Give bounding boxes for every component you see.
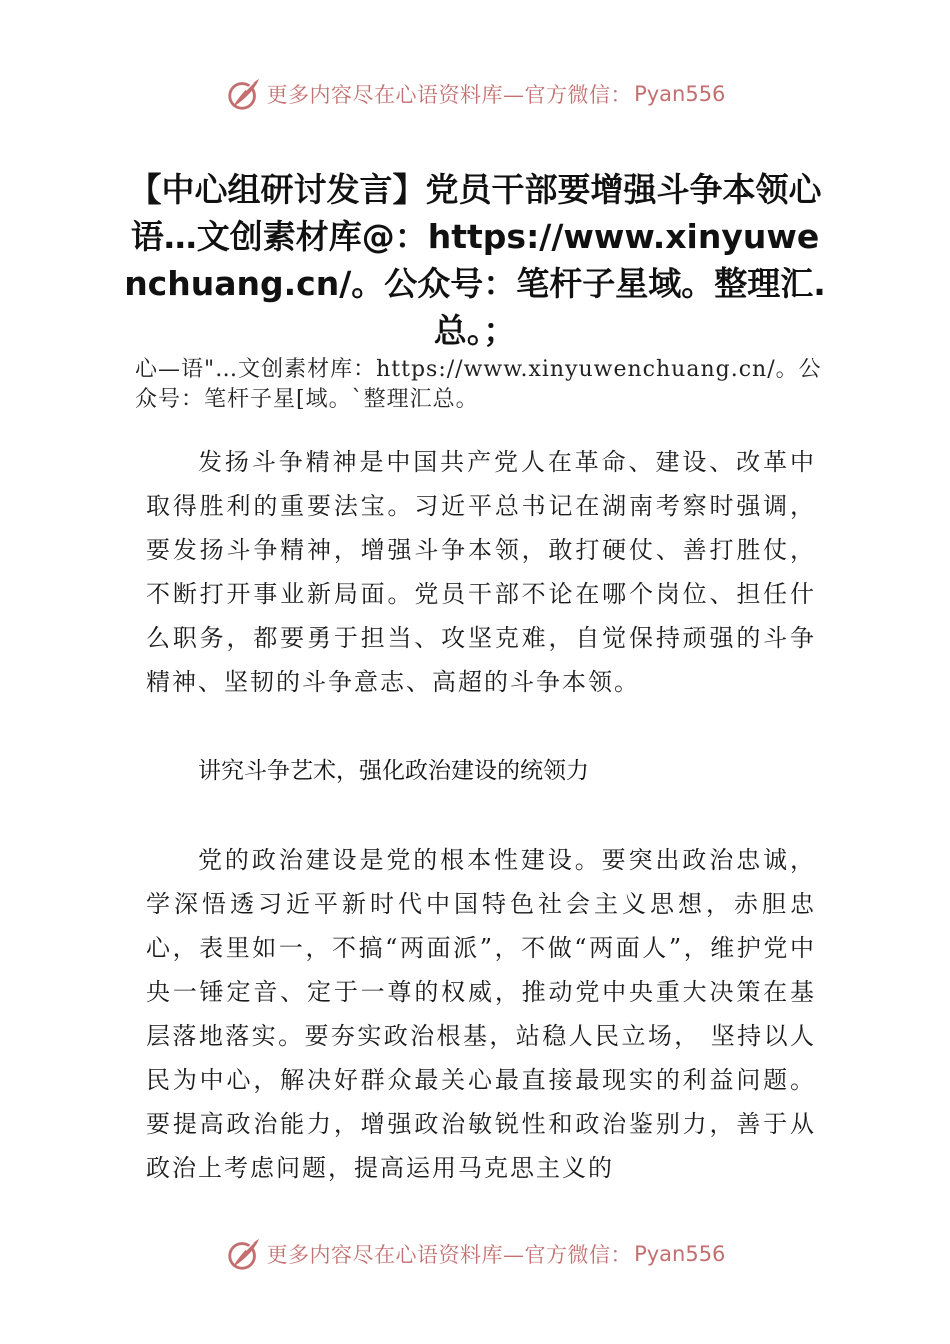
- header-banner-text: 更多内容尽在心语资料库—官方微信：: [266, 83, 633, 107]
- footer-banner-code: Pyan556: [634, 1242, 726, 1266]
- paragraph-2: 党的政治建设是党的根本性建设。要突出政治忠诚，学深悟透习近平新时代中国特色社会主义思想，赤胆忠心，表里如一，不搞“两面派”，不做“两面人”，维护党中央一锤定音、定于一尊的权威，推动党中央重大决策在基层落地落实。要夯实政治根基，站稳人民立场， 坚持以人民为中心，解决好群众最关心最直接最现实的利益问题。要提高政治能力，增强政治敏锐性和政治鉴别力，善于从政治上考虑问题，提高运用马克思主义的: [146, 846, 816, 1182]
- document-title: 【中心组研讨发言】党员干部要增强斗争本领心语…文创素材库@：https://www.xinyuwenchuang.cn/。公众号：笔杆子星域。整理汇.总。；: [124, 170, 826, 350]
- source-note: 心—语"…文创素材库：https://www.xinyuwenchuang.cn/。公众号：笔杆子星[域。`整理汇总。: [135, 357, 822, 412]
- header-banner: [0, 72, 950, 116]
- quill-logo-icon: [225, 1235, 263, 1273]
- footer-banner: [0, 1232, 950, 1276]
- section-heading: 讲究斗争艺术，强化政治建设的统领力: [198, 758, 589, 784]
- paragraph-1: 发扬斗争精神是中国共产党人在革命、建设、改革中取得胜利的重要法宝。习近平总书记在湖南考察时强调，要发扬斗争精神，增强斗争本领，敢打硬仗、善打胜仗，不断打开事业新局面。党员干部不论在哪个岗位、担任什么职务，都要勇于担当、攻坚克难，自觉保持顽强的斗争精神、坚韧的斗争意志、高超的斗争本领。: [146, 448, 816, 696]
- header-banner-code: Pyan556: [634, 82, 726, 106]
- footer-banner-text: 更多内容尽在心语资料库—官方微信：: [266, 1243, 633, 1267]
- quill-logo-icon: [225, 75, 263, 113]
